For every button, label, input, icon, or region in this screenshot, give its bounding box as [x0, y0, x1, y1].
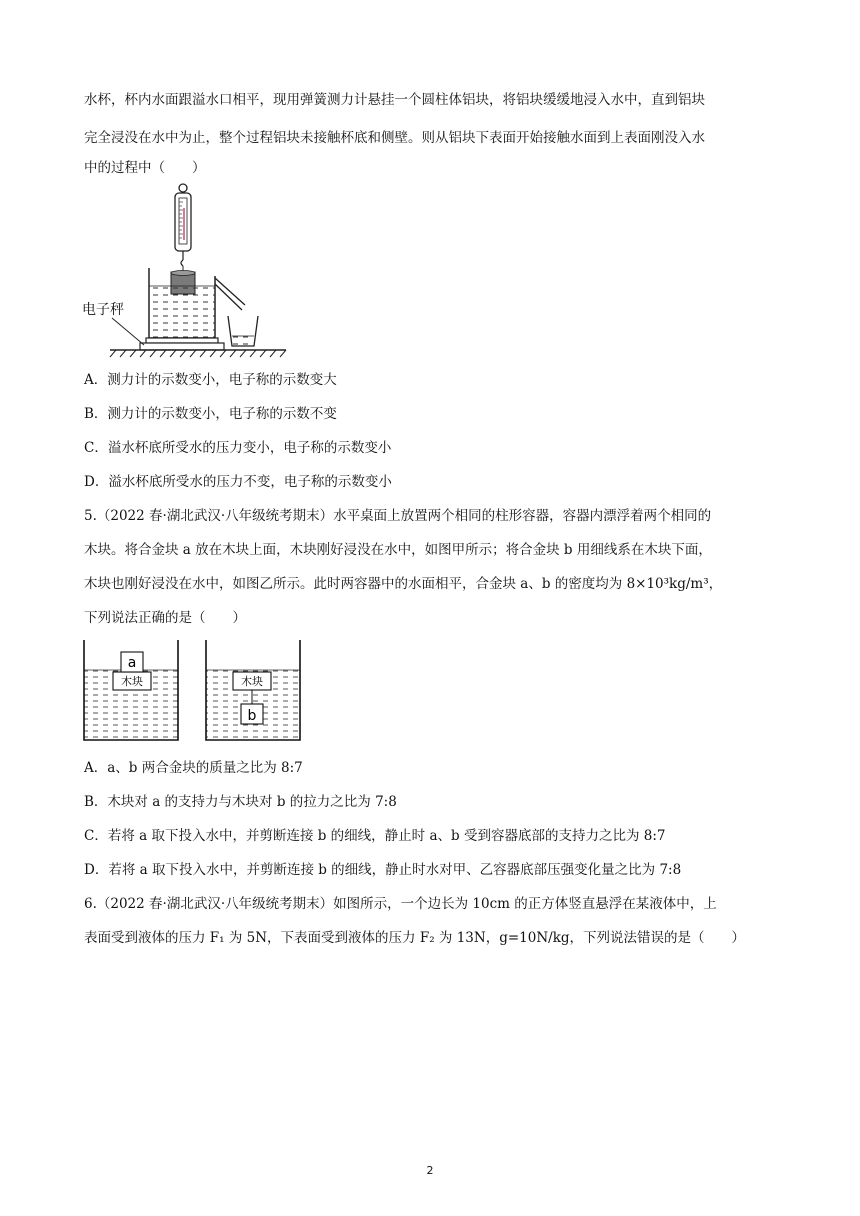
q4-option-c: C．溢水杯底所受水的压力变小，电子称的示数变小: [84, 440, 392, 456]
two-containers-figure: [82, 638, 306, 744]
block-label-left: 木块: [121, 675, 143, 688]
q5-option-b: B．木块对 a 的支持力与木块对 b 的拉力之比为 7:8: [84, 794, 397, 810]
q5-text-line-4: 下列说法正确的是（ ）: [84, 610, 246, 626]
alloy-b-label: b: [247, 708, 257, 724]
electronic-scale-label: 电子秤: [82, 302, 124, 318]
q4-option-d: D．溢水杯底所受水的压力不变，电子称的示数变小: [84, 474, 392, 490]
q5-option-d: D．若将 a 取下投入水中，并剪断连接 b 的细线，静止时水对甲、乙容器底部压强变化量之比为 7:8: [84, 862, 682, 878]
q5-option-c: C．若将 a 取下投入水中，并剪断连接 b 的细线，静止时 a、b 受到容器底部的支持力之比为 8:7: [84, 828, 666, 844]
spring-scale-overflow-cup-figure: [82, 180, 292, 360]
q5-text-line-3: 木块也刚好浸没在水中，如图乙所示。此时两容器中的水面相平，合金块 a、b 的密度均为 8×10³kg/m³，: [84, 576, 723, 592]
q6-text-line-1: 6.（2022 春·湖北武汉·八年级统考期末）如图所示，一个边长为 10cm 的正方体竖直悬浮在某液体中，上: [84, 896, 717, 912]
alloy-a-label: a: [127, 655, 137, 671]
block-label-right: 木块: [241, 675, 263, 688]
q5-option-a: A．a、b 两合金块的质量之比为 8:7: [84, 760, 303, 776]
q4-text-line-1: 水杯，杯内水面跟溢水口相平，现用弹簧测力计悬挂一个圆柱体铝块，将铝块缓缓地浸入水中，直到铝块: [84, 92, 705, 108]
q4-option-b: B．测力计的示数变小，电子称的示数不变: [84, 406, 337, 422]
q4-text-line-3: 中的过程中（ ）: [84, 160, 206, 176]
q4-text-line-2: 完全浸没在水中为止，整个过程铝块未接触杯底和侧壁。则从铝块下表面开始接触水面到上表面刚没入水: [84, 130, 705, 146]
q5-text-line-1: 5.（2022 春·湖北武汉·八年级统考期末）水平桌面上放置两个相同的柱形容器，容器内漂浮着两个相同的: [84, 508, 712, 524]
q5-text-line-2: 木块。将合金块 a 放在木块上面，木块刚好浸没在水中，如图甲所示；将合金块 b 用细线系在木块下面，: [84, 542, 712, 558]
page-number: 2: [426, 1164, 434, 1177]
q6-text-line-2: 表面受到液体的压力 F₁ 为 5N，下表面受到液体的压力 F₂ 为 13N，g=10N/kg，下列说法错误的是（ ）: [84, 930, 746, 946]
q4-option-a: A．测力计的示数变小，电子称的示数变大: [84, 372, 337, 388]
